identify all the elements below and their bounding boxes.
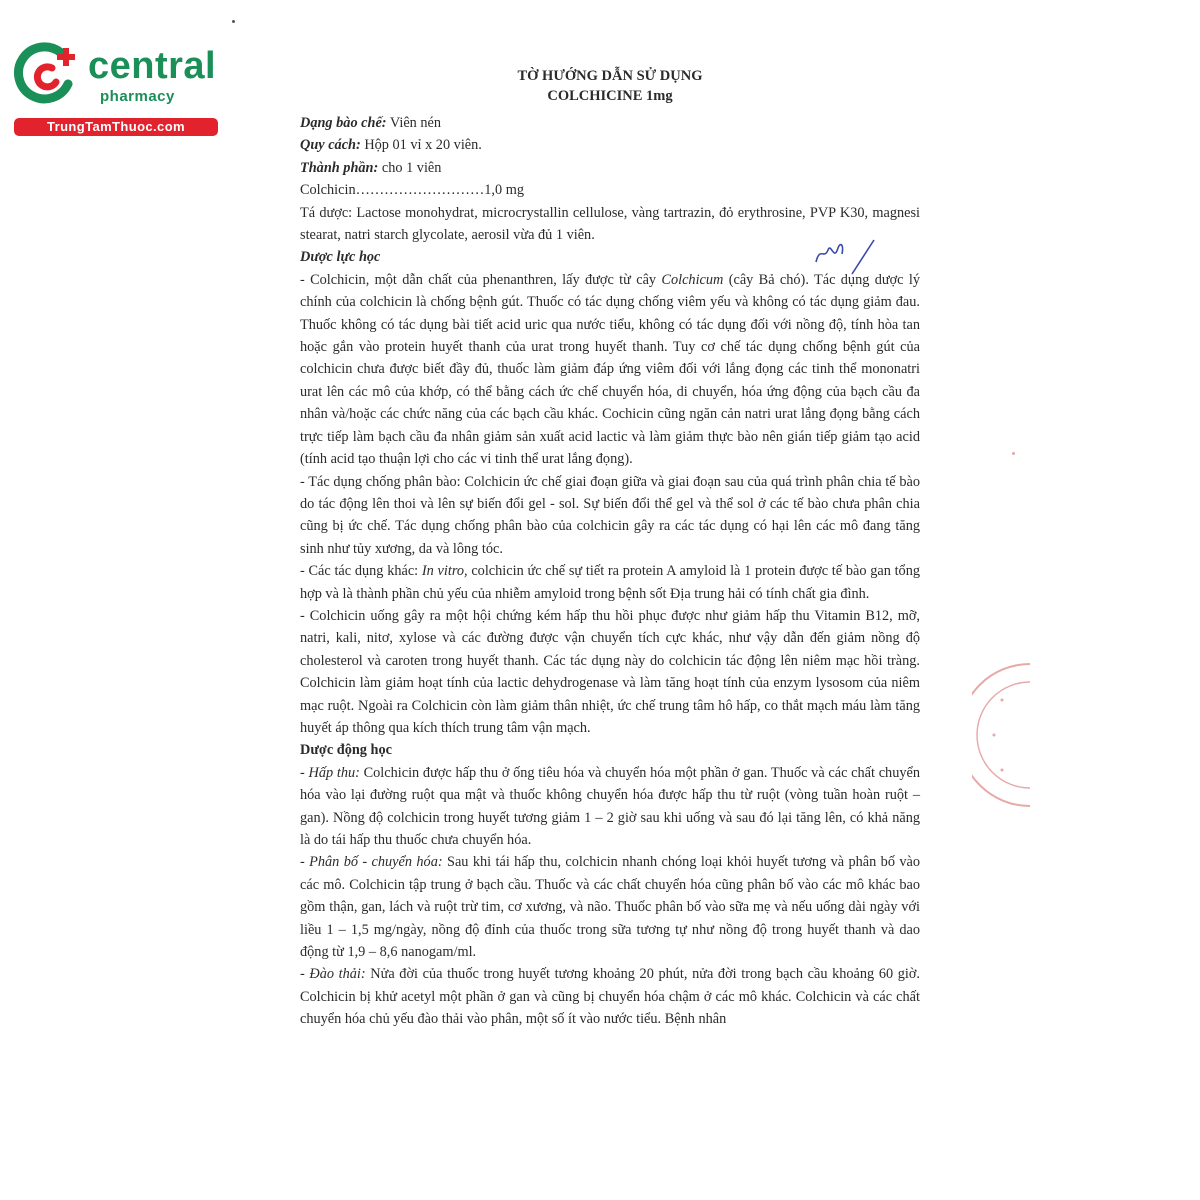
elimination-label: - Đào thải:	[300, 966, 366, 983]
distribution-text: Sau khi tái hấp thu, colchicin nhanh chóng loại khỏi huyết tương và phân bố vào các mô. Colchicin tập trung ở bạch cầu. Thuốc và các chất chuyển hóa cũng phân bố vào các mô khác bao gồm thận, gan, lách và ruột trừ tim, cơ xương, và não. Thuốc phân bố vào sữa mẹ và nếu uống dài ngày với liều 1 – 1,5 mg/ngày, nồng độ đỉnh của thuốc trong sữa tương tự như nồng độ trong huyết thanh và dao động từ 1,9 – 8,6 nanogam/ml.	[300, 854, 920, 961]
dosage-form-value: Viên nén	[386, 115, 442, 131]
pharmacodynamics-p4: - Colchicin uống gây ra một hội chứng kém hấp thu hồi phục được như giảm hấp thu Vitamin B12, mỡ, natri, kali, nitơ, xylose và các đường được vận chuyển tích cực khác, như vậy dẫn đến giảm nồng độ cholesterol và caroten trong huyết thanh. Các tác dụng này do colchicin tác động lên niêm mạc hồi tràng. Colchicin làm giảm hoạt tính của lactic dehydrogenase và làm tăng hoạt tính của enzym lysosom của niêm mạc ruột. Ngoài ra Colchicin còn làm giảm thân nhiệt, ức chế trung tâm hô hấp, co thắt mạch máu làm tăng huyết áp thông qua kích thích trung tâm vận mạch.	[300, 607, 920, 736]
scan-speck	[232, 20, 235, 23]
distribution-paragraph	[300, 851, 920, 963]
pd3-text-b: colchicin ức chế sự tiết ra protein A amyloid là 1 protein được tế bào gan tổng hợp và là thành phần chủ yếu của nhiễm amyloid trong bệnh sốt Địa trung hải có tính chất gia đình.	[300, 563, 921, 602]
dosage-form-line	[300, 112, 920, 134]
composition-line	[300, 157, 920, 179]
packaging-label: Quy cách:	[300, 137, 361, 154]
excipients: Tá dược: Lactose monohydrat, microcrystallin cellulose, vàng tartrazin, đỏ erythrosine, PVP K30, magnesi stearat, natri starch glycolate, aerosil vừa đủ 1 viên.	[300, 204, 920, 244]
pd1-italic: Colchicum	[661, 271, 724, 288]
pharmacodynamics-heading: Dược lực học	[300, 249, 381, 266]
scan-speck	[1012, 452, 1015, 455]
distribution-label: - Phân bố - chuyển hóa:	[300, 854, 443, 871]
elimination-paragraph	[300, 963, 920, 1030]
pd3-text-a: - Các tác dụng khác:	[300, 563, 422, 580]
active-ingredient: Colchicin………………………1,0 mg	[300, 182, 524, 199]
pharmacy-logo-icon	[12, 38, 82, 108]
pd1-text-a: - Colchicin, một dẫn chất của phenanthren, lấy được từ cây	[300, 271, 662, 288]
brand-name: central	[88, 45, 217, 87]
pharmacodynamics-p3	[300, 560, 920, 605]
brand-subtitle: pharmacy	[100, 88, 175, 105]
absorption-label: - Hấp thu:	[300, 764, 360, 781]
brand-url: TrungTamThuoc.com	[14, 118, 218, 136]
pharmacodynamics-p2: - Tác dụng chống phân bào: Colchicin ức chế giai đoạn giữa và giai đoạn sau của quá trình phân chia tế bào do tác động lên thoi và lên sự biến đổi gel - sol. Sự biến đổi thể gel và thể sol ở các tế bào chưa phân chia cũng bị ức chế. Tác dụng chống phân bào của colchicin gây ra các tác dụng có hại lên các mô đang tăng sinh như tủy xương, da và lông tóc.	[300, 473, 920, 557]
packaging-value: Hộp 01 vỉ x 20 viên.	[360, 137, 482, 154]
pharmacodynamics-p1	[300, 269, 920, 471]
pd1-text-b: (cây Bả chó). Tác dụng dược lý chính của colchicin là chống bệnh gút. Thuốc có tác dụng chống viêm yếu và không có tác dụng giảm đau. Thuốc không có tác dụng bài tiết acid uric qua nước tiểu, không có tác dụng đối với nồng độ, tính hòa tan hoặc gắn vào protein huyết thanh của urat trong huyết thanh. Tuy cơ chế tác dụng chống bệnh gút của colchicin chưa được biết đầy đủ, thuốc làm giảm đáp ứng viêm đối với lắng đọng các tinh thể mononatri urat lên các mô của khớp, có thể bằng cách ức chế chuyển hóa, di chuyển, hóa ứng động của bạch cầu đa nhân và/hoặc các chức năng của các bạch cầu khác. Cochicin cũng ngăn cản natri urat lắng đọng bằng cách trực tiếp làm bạch cầu đa nhân giảm sản xuất acid lactic và làm giảm thực bào nên gián tiếp giảm tạo acid (tính acid tạo thuận lợi cho các vi tinh thể urat lắng đọng).	[300, 271, 920, 468]
absorption-paragraph	[300, 762, 920, 852]
pd3-italic: In vitro,	[421, 563, 468, 580]
product-name: COLCHICINE 1mg	[547, 88, 673, 104]
doc-title: TỜ HƯỚNG DẪN SỬ DỤNG	[517, 68, 703, 84]
composition-label: Thành phần:	[300, 159, 379, 176]
absorption-text: Colchicin được hấp thu ở ống tiêu hóa và chuyển hóa một phần ở gan. Thuốc và các chất chuyển hóa vào lại đường ruột qua mật và thuốc không chuyển hóa được hấp thu từ ruột (vòng tuần hoàn ruột – gan). Nồng độ colchicin trong huyết tương giảm 1 – 2 giờ sau khi uống và sau đó lại tăng lên, có khả năng là do tái hấp thu thuốc chưa chuyển hóa.	[300, 764, 920, 848]
pharmacokinetics-heading: Dược động học	[300, 742, 392, 759]
packaging-line	[300, 134, 920, 156]
stamp-fragment	[972, 660, 1032, 810]
signature-mark	[812, 232, 880, 278]
dosage-form-label: Dạng bào chế:	[300, 115, 387, 131]
leaflet-document	[300, 66, 920, 1031]
brand-logo	[10, 36, 220, 136]
composition-value: cho 1 viên	[378, 159, 442, 176]
elimination-text: Nửa đời của thuốc trong huyết tương khoảng 20 phút, nửa đời trong bạch cầu khoảng 60 giờ. Colchicin bị khử acetyl một phần ở gan và cũng bị chuyển hóa chậm ở các mô khác. Colchicin và các chất chuyển hóa chủ yếu đào thải vào phân, một số ít vào nước tiểu. Bệnh nhân	[300, 966, 920, 1028]
